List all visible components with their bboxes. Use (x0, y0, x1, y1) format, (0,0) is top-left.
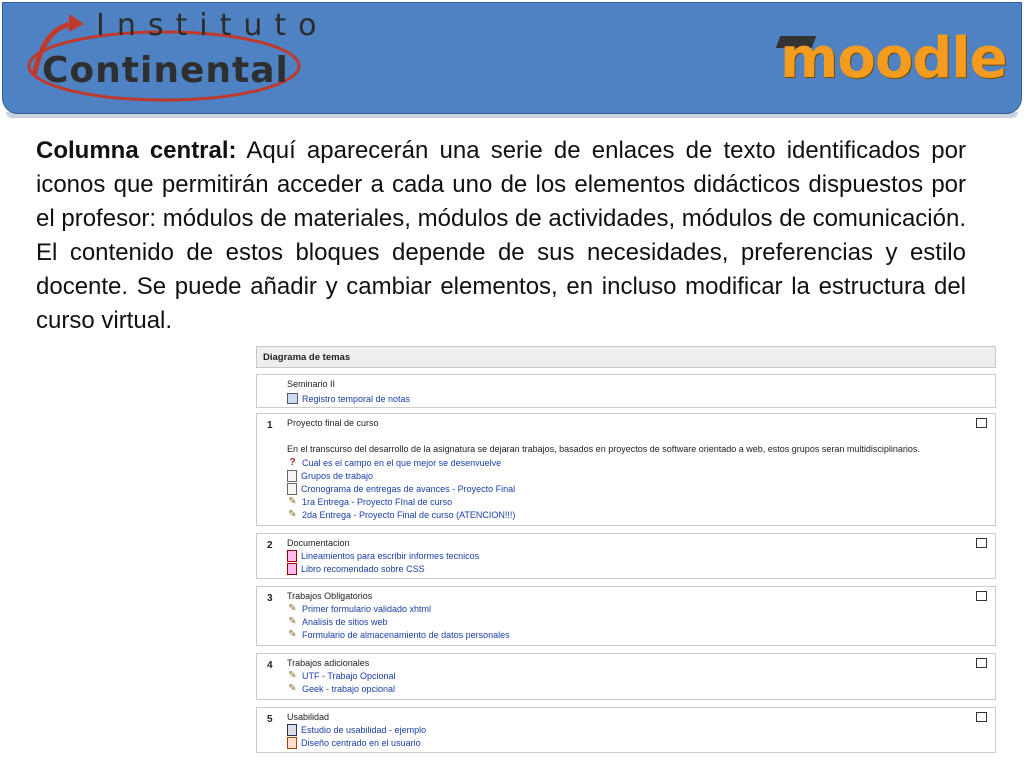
list-item[interactable] (287, 495, 452, 508)
highlight-checkbox[interactable] (976, 712, 987, 722)
section-3 (256, 586, 996, 646)
item-link[interactable]: Registro temporal de notas (302, 393, 411, 404)
highlight-checkbox[interactable] (976, 418, 987, 428)
section-1 (256, 413, 996, 526)
header (0, 0, 1024, 118)
section-title: Seminario II (287, 379, 336, 389)
document-icon (287, 483, 297, 495)
assignment-icon: ✎ (288, 670, 297, 681)
grade-icon (287, 393, 298, 404)
logo-top-text: Instituto (96, 8, 329, 43)
section-0 (256, 374, 996, 408)
list-item[interactable] (287, 392, 410, 405)
question-icon: ? (289, 457, 296, 468)
section-2 (256, 533, 996, 579)
document-icon (287, 470, 297, 482)
item-link[interactable]: UTF - Trabajo Opcional (302, 670, 396, 681)
highlight-checkbox[interactable] (976, 658, 987, 668)
ppt-icon (287, 737, 297, 749)
item-link[interactable]: Cual es el campo en el que mejor se desenvuelve (302, 457, 502, 468)
list-item[interactable] (287, 602, 431, 615)
list-item[interactable] (287, 549, 479, 562)
list-item[interactable] (287, 508, 515, 521)
assignment-icon: ✎ (288, 629, 297, 640)
section-title: Trabajos Obligatorios (287, 591, 373, 601)
moodle-logo: moodle (780, 26, 1007, 91)
instituto-continental-logo (14, 6, 329, 106)
diagram-title: Diagrama de temas (256, 346, 996, 368)
paragraph-heading: Columna central: (36, 137, 237, 164)
item-link[interactable]: Diseño centrado en el usuario (301, 737, 421, 748)
list-item[interactable] (287, 736, 421, 749)
assignment-icon: ✎ (288, 509, 297, 520)
section-number: 1 (267, 420, 273, 431)
section-title: Proyecto final de curso (287, 418, 379, 428)
word-icon (287, 724, 297, 736)
item-link[interactable]: Primer formulario validado xhtml (302, 603, 432, 614)
pdf-icon (287, 550, 297, 562)
item-link[interactable]: Libro recomendado sobre CSS (301, 563, 425, 574)
section-title: Usabilidad (287, 712, 330, 722)
list-item[interactable] (287, 615, 388, 628)
section-number: 3 (267, 593, 273, 604)
list-item[interactable] (287, 682, 395, 695)
paragraph-body: Aquí aparecerán una serie de enlaces de texto identificados por iconos que permitirán acceder a cada uno de los elementos didácticos dispuestos por el profesor: módulos de materiales, módulos de actividades, módulos de comunicación. El contenido de estos bloques depende de sus necesidades, preferencias y estilo docente. Se puede añadir y cambiar elementos, en incluso modificar la estructura del curso virtual. (36, 137, 966, 334)
section-number: 2 (267, 540, 273, 551)
section-number: 5 (267, 714, 273, 725)
list-item[interactable] (287, 562, 425, 575)
pdf-icon (287, 563, 297, 575)
list-item[interactable] (287, 456, 501, 469)
item-link[interactable]: 1ra Entrega - Proyecto FInal de curso (302, 496, 453, 507)
highlight-checkbox[interactable] (976, 591, 987, 601)
list-item[interactable] (287, 482, 515, 495)
highlight-checkbox[interactable] (976, 538, 987, 548)
section-title: Trabajos adicionales (287, 658, 370, 668)
list-item[interactable] (287, 628, 510, 641)
list-item[interactable] (287, 469, 373, 482)
item-link[interactable]: Estudio de usabilidad - ejemplo (301, 724, 427, 735)
list-item[interactable] (287, 723, 426, 736)
description-paragraph (36, 134, 966, 338)
assignment-icon: ✎ (288, 603, 297, 614)
assignment-icon: ✎ (288, 616, 297, 627)
logo-main-text: Continental (42, 50, 289, 91)
item-link[interactable]: Geek - trabajo opcional (302, 683, 396, 694)
section-description: En el transcurso del desarrollo de la asignatura se dejaran trabajos, basados en proyectos de software orientado a web, estos grupos seran multidisciplinarios. (287, 444, 920, 454)
item-link[interactable]: Analisis de sitios web (302, 616, 388, 627)
item-link[interactable]: Lineamientos para escribir informes tecnicos (301, 550, 480, 561)
item-link[interactable]: Cronograma de entregas de avances - Proyecto Final (301, 483, 516, 494)
item-link[interactable]: 2da Entrega - Proyecto Final de curso (ATENCION!!!) (302, 509, 516, 520)
item-link[interactable]: Formulario de almacenamiento de datos personales (302, 629, 510, 640)
section-number: 4 (267, 660, 273, 671)
assignment-icon: ✎ (288, 683, 297, 694)
course-topics-diagram (256, 346, 998, 756)
item-link[interactable]: Grupos de trabajo (301, 470, 374, 481)
section-title: Documentacion (287, 538, 350, 548)
assignment-icon: ✎ (288, 496, 297, 507)
section-5 (256, 707, 996, 753)
list-item[interactable] (287, 669, 396, 682)
section-4 (256, 653, 996, 700)
